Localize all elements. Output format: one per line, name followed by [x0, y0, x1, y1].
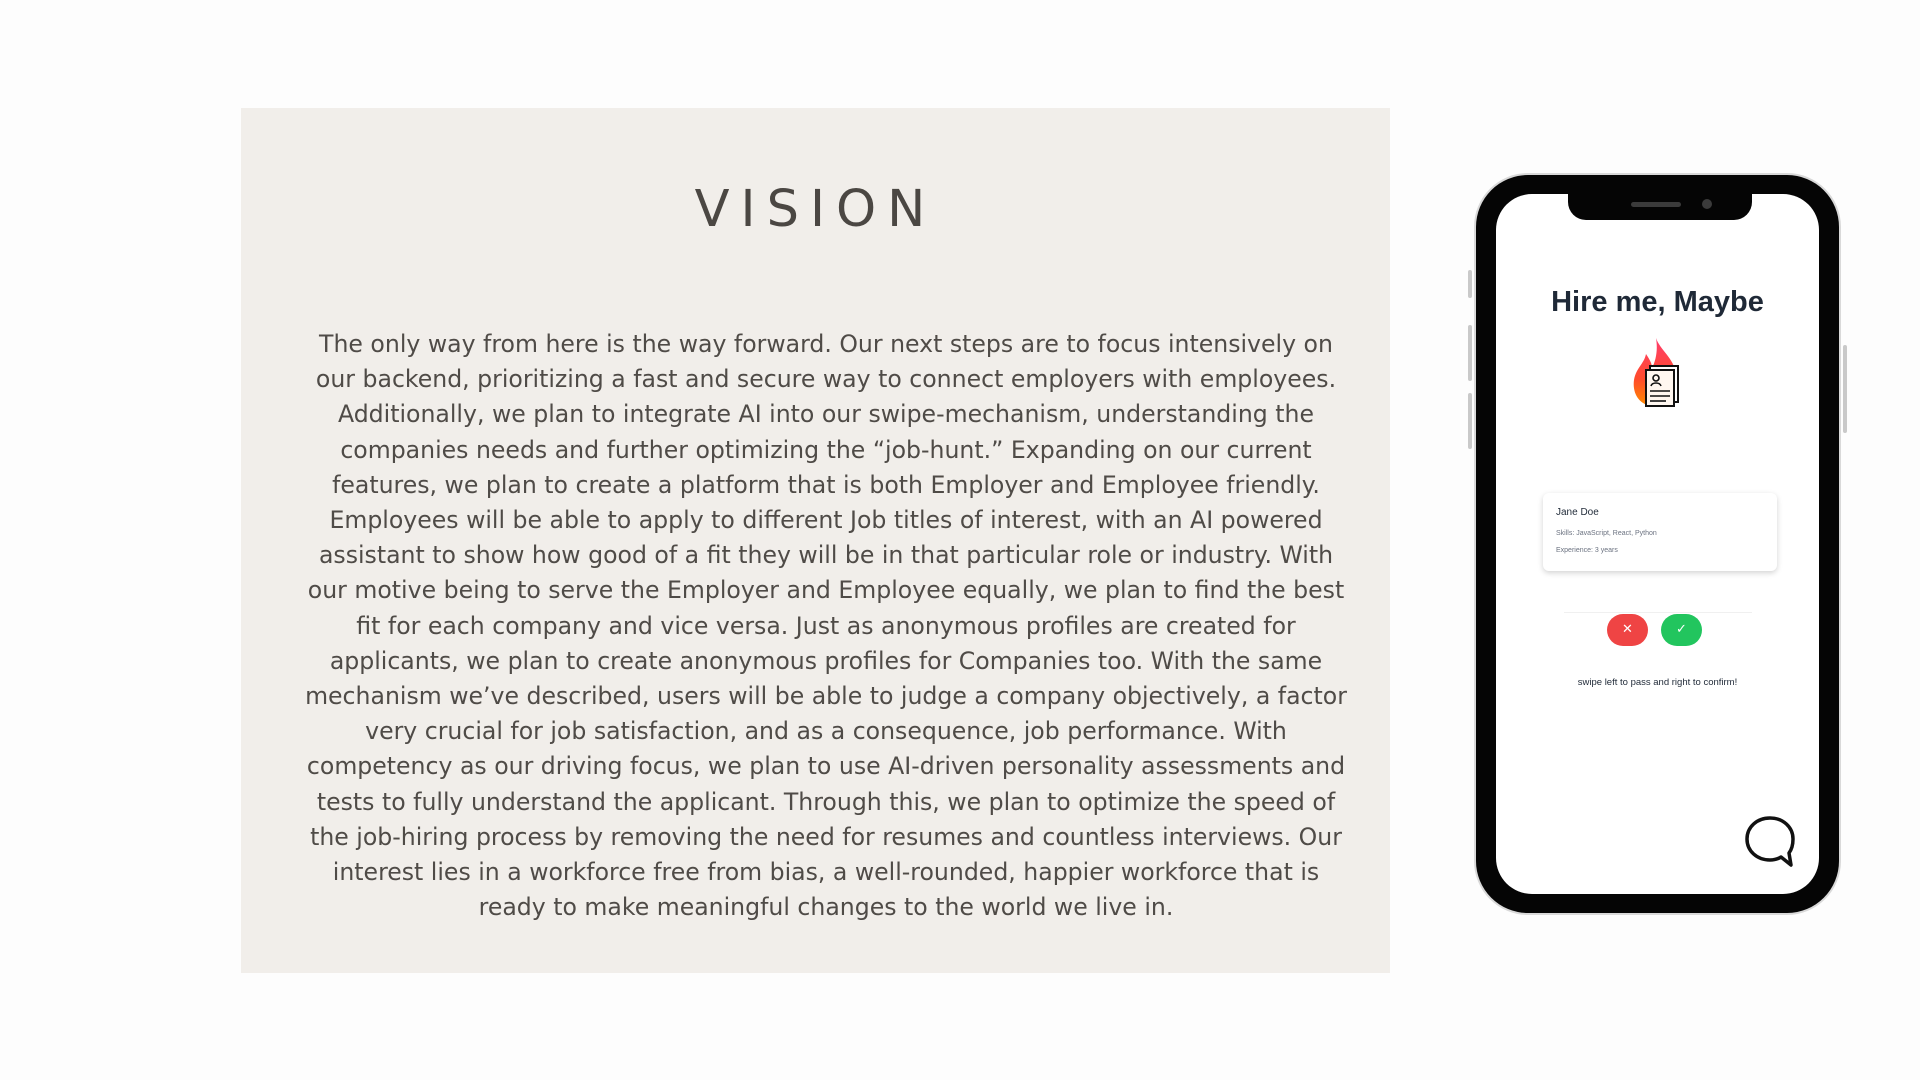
- divider: [1564, 612, 1752, 613]
- close-icon: ✕: [1622, 622, 1633, 637]
- chat-bubble-icon[interactable]: [1741, 813, 1799, 871]
- candidate-experience: Experience: 3 years: [1556, 547, 1618, 554]
- swipe-hint: swipe left to pass and right to confirm!: [1577, 677, 1738, 688]
- power-button: [1843, 345, 1847, 433]
- reject-button[interactable]: [1607, 614, 1648, 646]
- phone-mockup: [1476, 175, 1839, 913]
- app-title: Hire me, Maybe: [1551, 286, 1764, 318]
- phone-screen: [1496, 194, 1819, 894]
- check-icon: ✓: [1676, 622, 1687, 637]
- candidate-name: Jane Doe: [1556, 507, 1599, 518]
- candidate-card[interactable]: [1543, 493, 1777, 571]
- accept-button[interactable]: [1661, 614, 1702, 646]
- flame-resume-icon: [1626, 336, 1686, 412]
- candidate-skills: Skills: JavaScript, React, Python: [1556, 530, 1657, 537]
- volume-up-button: [1468, 325, 1472, 381]
- vision-title: VISION: [694, 180, 937, 239]
- front-camera: [1702, 199, 1712, 209]
- vision-body-text: The only way from here is the way forward. Our next steps are to focus intensively on our backend, prioritizing a fast and secure way to connect employers with employees. Additionally, we plan to integrate AI into our swipe-mechanism, understanding the companies needs and further optimizing the “job-hunt.” Expanding on our current features, we plan to create a platform that is both Employer and Employee friendly. Employees will be able to apply to different Job titles of interest, with an AI powered assistant to show how good of a fit they will be in that particular role or industry. With our motive being to serve the Employer and Employee equally, we plan to find the best fit for each company and vice versa. Just as anonymous profiles are created for applicants, we plan to create anonymous profiles for Companies too. With the same mechanism we’ve described, users will be able to judge a company objectively, a factor very crucial for job satisfaction, and as a consequence, job performance. With competency as our driving focus, we plan to use AI-driven personality assessments and tests to fully understand the applicant. Through this, we plan to optimize the speed of the job-hiring process by removing the need for resumes and countless interviews. Our interest lies in a workforce free from bias, a well-rounded, happier workforce that is ready to make meaningful changes to the world we live in.: [305, 330, 1347, 922]
- phone-notch: [1568, 194, 1752, 220]
- volume-down-button: [1468, 393, 1472, 449]
- mute-switch: [1468, 270, 1472, 298]
- speaker-grille: [1631, 202, 1681, 207]
